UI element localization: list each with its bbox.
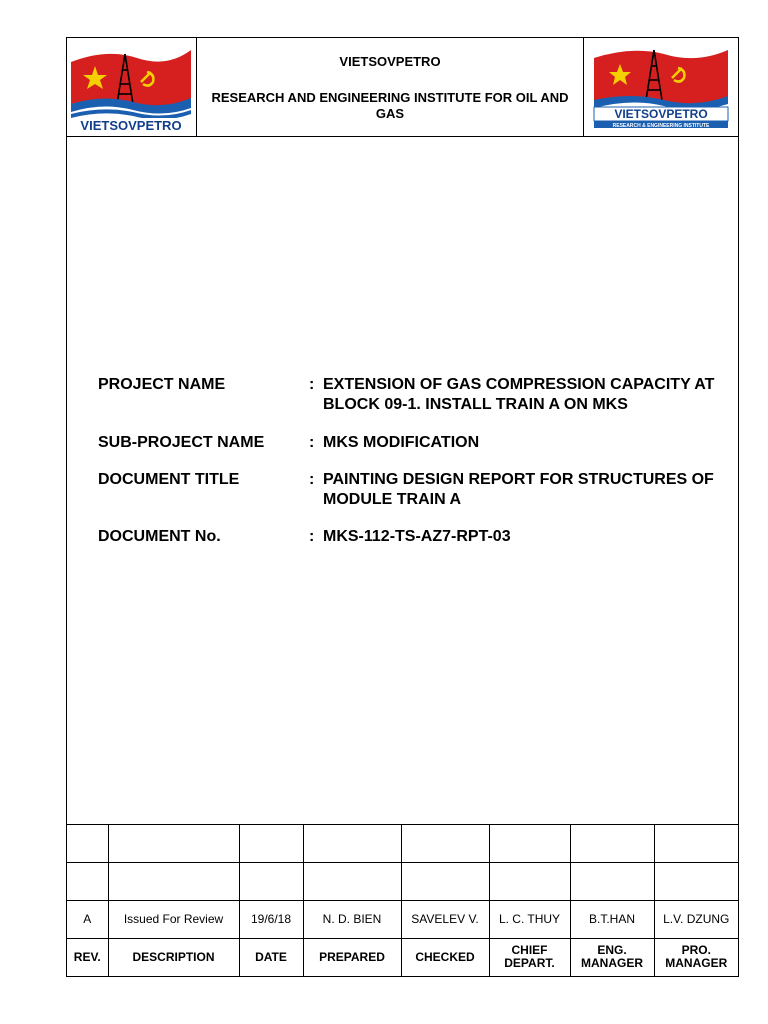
document-header <box>67 38 738 137</box>
document-number-value: MKS-112-TS-AZ7-RPT-03 <box>323 528 511 545</box>
revision-table <box>67 824 738 977</box>
revision-header-row <box>67 938 738 976</box>
eng-manager-header: ENG. MANAGER <box>570 938 654 976</box>
document-number-label: DOCUMENT No. <box>98 528 221 545</box>
revision-row <box>67 900 738 938</box>
document-title-label: DOCUMENT TITLE <box>98 471 240 488</box>
colon: : <box>309 471 315 488</box>
institute-name: RESEARCH AND ENGINEERING INSTITUTE FOR OIL AND GAS <box>211 90 569 121</box>
revision-empty-row <box>67 824 738 862</box>
eng-manager-cell: B.T.HAN <box>570 900 654 938</box>
colon: : <box>309 434 315 451</box>
vietsovpetro-logo-icon <box>67 38 195 134</box>
document-sheet <box>66 37 739 977</box>
document-title-value: PAINTING DESIGN REPORT FOR STRUCTURES OF MODULE TRAIN A <box>323 471 714 508</box>
prepared-cell: N. D. BIEN <box>303 900 401 938</box>
vietsovpetro-institute-logo-icon <box>584 38 737 134</box>
pro-manager-cell: L.V. DZUNG <box>654 900 738 938</box>
sub-project-name-value: MKS MODIFICATION <box>323 434 480 451</box>
rev-header: REV. <box>67 938 108 976</box>
colon: : <box>309 376 315 393</box>
logo-left-text: VIETSOVPETRO <box>80 118 182 133</box>
project-name-value: EXTENSION OF GAS COMPRESSION CAPACITY AT BLOCK 09-1. INSTALL TRAIN A ON MKS <box>323 376 715 413</box>
checked-cell: SAVELEV V. <box>401 900 489 938</box>
sub-project-name-label: SUB-PROJECT NAME <box>98 434 265 451</box>
logo-right-subtext: RESEARCH & ENGINEERING INSTITUTE <box>612 123 710 129</box>
checked-header: CHECKED <box>401 938 489 976</box>
pro-manager-header: PRO. MANAGER <box>654 938 738 976</box>
date-cell: 19/6/18 <box>239 900 303 938</box>
vietsovpetro-logo-left <box>67 38 197 136</box>
prepared-header: PREPARED <box>303 938 401 976</box>
description-header: DESCRIPTION <box>108 938 239 976</box>
description-cell: Issued For Review <box>108 900 239 938</box>
date-header: DATE <box>239 938 303 976</box>
vietsovpetro-logo-right <box>583 38 738 136</box>
project-name-label: PROJECT NAME <box>98 376 226 393</box>
colon: : <box>309 528 315 545</box>
organization-name: VIETSOVPETRO <box>339 54 441 69</box>
chief-depart-cell: L. C. THUY <box>489 900 570 938</box>
chief-depart-header: CHIEF DEPART. <box>489 938 570 976</box>
logo-right-text: VIETSOVPETRO <box>614 107 708 121</box>
header-title-block <box>197 38 583 136</box>
rev-cell: A <box>67 900 108 938</box>
revision-empty-row <box>67 862 738 900</box>
